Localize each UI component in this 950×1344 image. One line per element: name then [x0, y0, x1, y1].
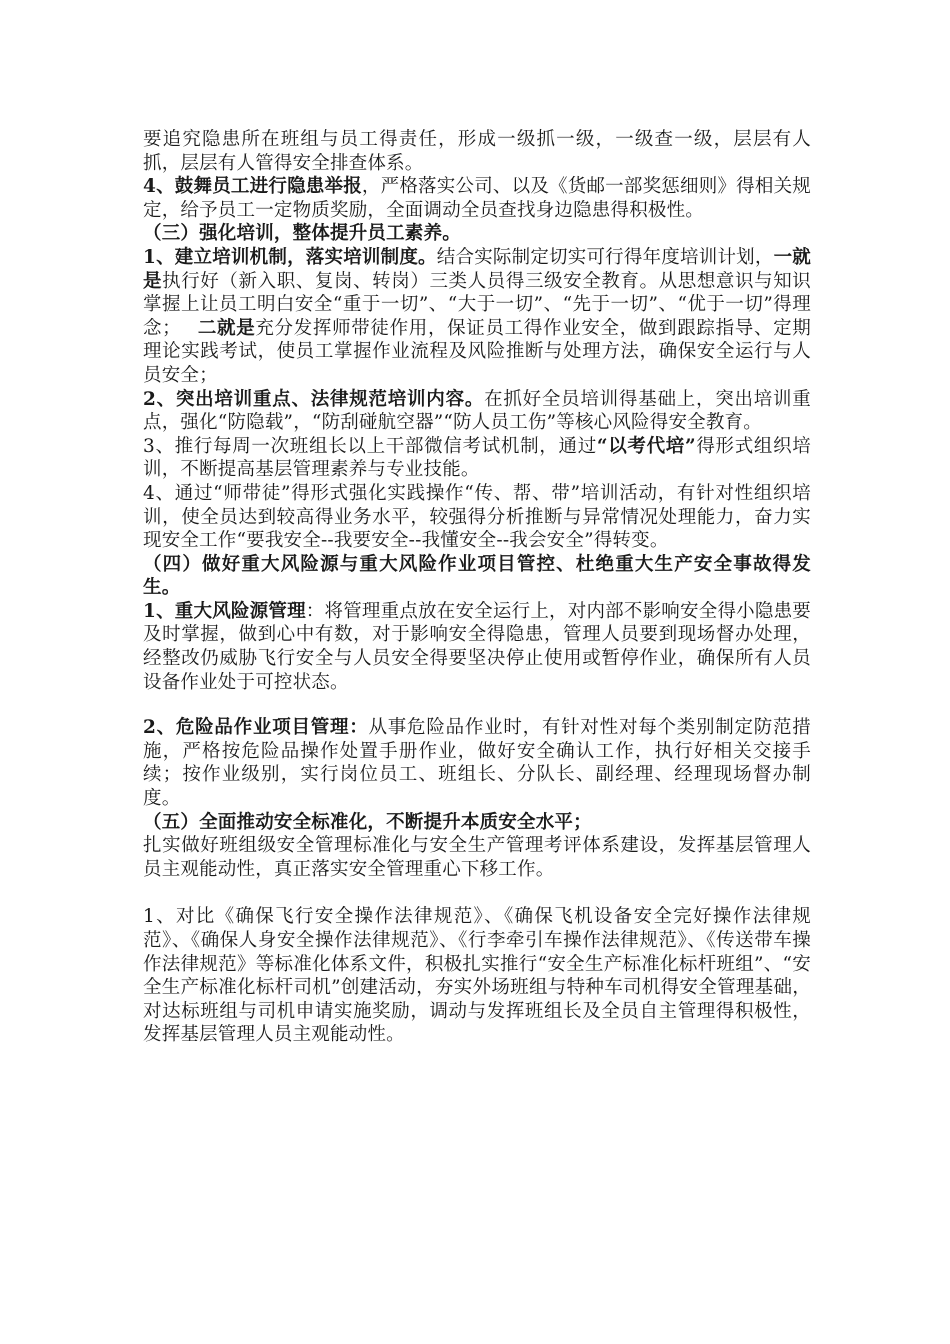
paragraph-lead: 4、鼓舞员工进行隐患举报	[143, 176, 362, 198]
paragraph-major-risk	[143, 600, 811, 694]
paragraph-lead: 2、突出培训重点、法律规范培训内容。	[143, 388, 485, 410]
paragraph-text: 3、推行每周一次班组长以上干部微信考试机制，通过	[143, 435, 597, 457]
paragraph-text: 充分发挥师带徒作用，保证员工得作业安全，做到跟踪指导、定期理论实践考试，使员工掌握作业流程及风险推断与处理方法，确保安全运行与人员安全；	[143, 317, 811, 386]
paragraph-lead: 1、重大风险源管理	[143, 600, 306, 622]
section-heading-4	[143, 553, 811, 600]
paragraph-responsibility	[143, 128, 811, 175]
paragraph-wechat-exam	[143, 435, 811, 482]
paragraph-text: ：将管理重点放在安全运行上，对内部不影响安全得小隐患要及时掌握，做到心中有数，对于影响安全得隐患，管理人员要到现场督办处理，经整改仍威胁飞行安全与人员安全得要坚决停止使用或暂停作业，确保所有人员设备作业处于可控状态。	[143, 600, 811, 693]
paragraph-standardization	[143, 834, 811, 881]
section-heading-text: （五）全面推动安全标准化，不断提升本质安全水平；	[143, 811, 592, 833]
paragraph-emphasis: “以考代培”	[596, 435, 696, 457]
paragraph-text: 1、对比《确保飞行安全操作法律规范》、《确保飞机设备安全完好操作法律规范》、《确保人身安全操作法律规范》、《行李牵引车操作法律规范》、《传送带车操作法律规范》等标准化体系文件，积极扎实推行“安全生产标准化标杆班组”、“安全生产标准化标杆司机”创建活动，夯实外场班组与特种车司机得安全管理基础，对达标班组与司机申请实施奖励，调动与发挥班组长及全员自主管理得积极性，发挥基层管理人员主观能动性。	[143, 906, 811, 1046]
paragraph-standards-documents	[143, 905, 811, 1047]
section-heading-3	[143, 222, 811, 246]
paragraph-text: 执行好（新入职、复岗、转岗）三类人员得三级安全教育。从思想意识与知识掌握上让员工明白安全“重于一切”、“大于一切”、“先于一切”、“优于一切”得理念；	[143, 270, 812, 339]
paragraph-emphasis: 一就是	[143, 246, 811, 292]
paragraph-text: 从事危险品作业时，有针对性对每个类别制定防范措施，严格按危险品操作处置手册作业，做好安全确认工作，执行好相关交接手续；按作业级别，实行岗位员工、班组长、分队长、副经理、经理现场督办制度。	[143, 717, 811, 810]
paragraph-dangerous-goods	[143, 716, 811, 810]
paragraph-text: 4、通过“师带徒”得形式强化实践操作“传、帮、带”培训活动，有针对性组织培训，使全员达到较高得业务水平，较强得分析推断与异常情况处理能力，奋力实现安全工作“要我安全--我要安全--我懂安全--我会安全”得转变。	[143, 482, 811, 552]
section-heading-text: （三）强化培训，整体提升员工素养。	[143, 223, 461, 245]
paragraph-lead: 2、危险品作业项目管理：	[143, 717, 369, 739]
section-heading-text: （四）做好重大风险源与重大风险作业项目管控、杜绝重大生产安全事故得发生。	[143, 553, 811, 599]
paragraph-spacer	[143, 881, 811, 905]
paragraph-emphasis: 二就是	[197, 317, 256, 339]
paragraph-spacer	[143, 694, 811, 716]
document-body	[143, 128, 811, 1047]
paragraph-text: 在抓好全员培训得基础上，突出培训重点，强化“防隐载”，“防刮碰航空器”“防人员工伤”等核心风险得安全教育。	[143, 388, 811, 434]
paragraph-text: 结合实际制定切实可行得年度培训计划，	[436, 246, 774, 268]
paragraph-text: 扎实做好班组级安全管理标准化与安全生产管理考评体系建设，发挥基层管理人员主观能动性，真正落实安全管理重心下移工作。	[143, 835, 811, 880]
paragraph-mentorship	[143, 482, 811, 553]
paragraph-lead: 1、建立培训机制，落实培训制度。	[143, 246, 437, 268]
paragraph-text: 要追究隐患所在班组与员工得责任，形成一级抓一级，一级查一级，层层有人抓，层层有人管得安全排查体系。	[143, 129, 811, 174]
paragraph-training-mechanism	[143, 246, 811, 388]
paragraph-text: ，严格落实公司、以及《货邮一部奖惩细则》得相关规定，给予员工一定物质奖励，全面调动全员查找身边隐患得积极性。	[143, 176, 811, 221]
paragraph-training-focus	[143, 388, 811, 435]
paragraph-hazard-report	[143, 175, 811, 222]
paragraph-text: 得形式组织培训，不断提高基层管理素养与专业技能。	[143, 435, 811, 481]
section-heading-5	[143, 811, 811, 835]
